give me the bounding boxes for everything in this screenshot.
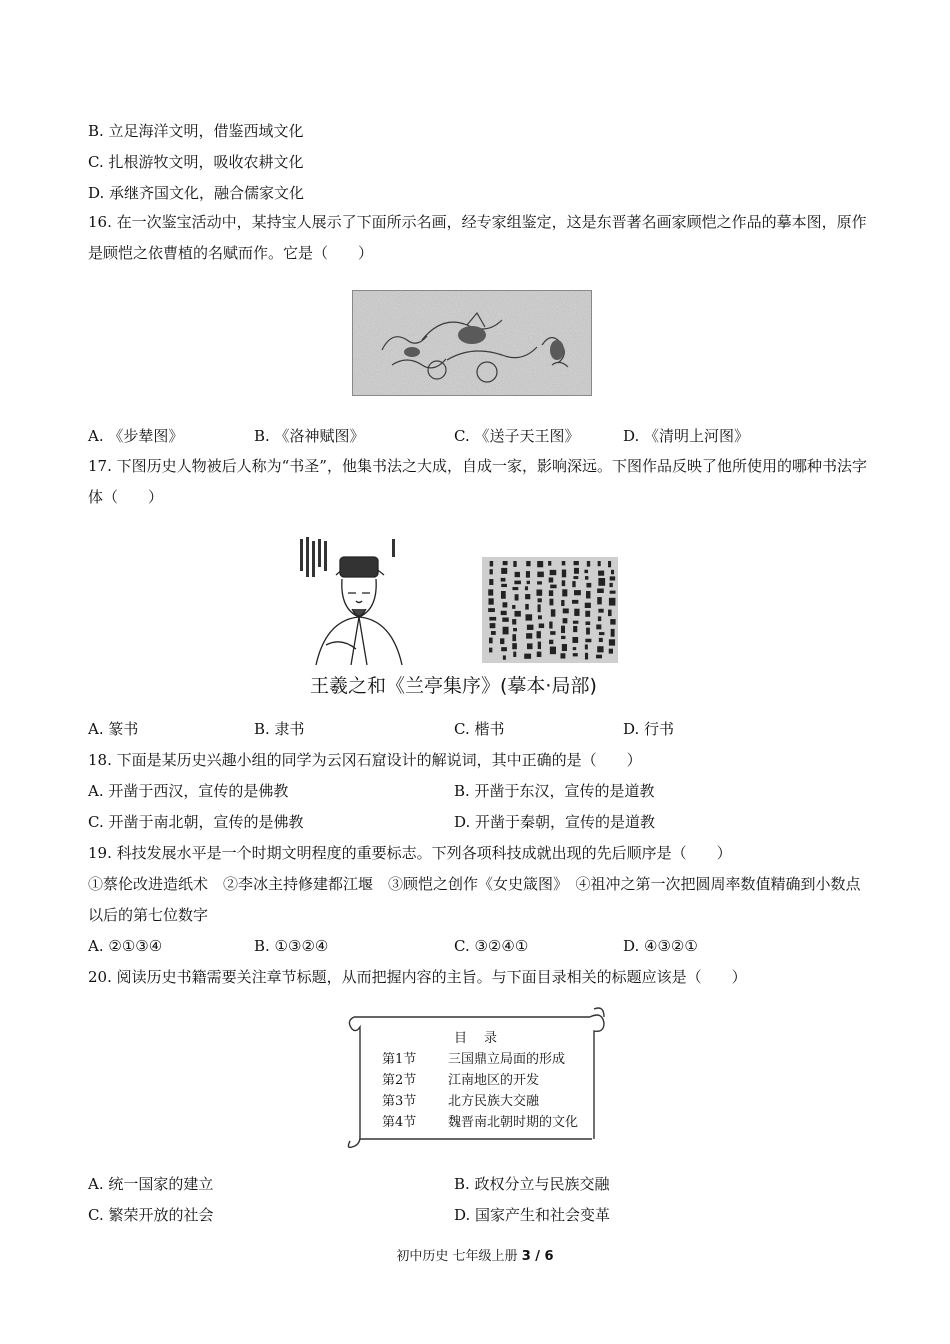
q19-items: ①蔡伦改进造纸术 ②李冰主持修建都江堰 ③顾恺之创作《女史箴图》 ④祖冲之第一次把圆周率数值精确到小数点以后的第七位数字 (88, 875, 861, 924)
q19-option-a: A. ②①③④ (88, 937, 163, 955)
q18-option-b: B. 开凿于东汉，宣传的是道教 (454, 782, 655, 800)
q20-options-row1 (88, 1174, 868, 1194)
q18-options-row1 (88, 781, 868, 801)
q19-options (88, 936, 868, 956)
toc-row-2-text: 江南地区的开发 (448, 1073, 540, 1088)
toc-title: 目 录 (454, 1031, 500, 1046)
q17-options (88, 719, 868, 739)
toc-row-4-num: 第4节 (382, 1115, 417, 1130)
q19-option-c: C. ③②④① (454, 937, 529, 955)
q15-option-b: B. 立足海洋文明，借鉴西域文化 (88, 122, 304, 140)
q17-stem: 17. 下图历史人物被后人称为“书圣”，他集书法之大成，自成一家，影响深远。下图作品反映了他所使用的哪种书法字体（ ） (88, 457, 867, 506)
q16-option-c: C. 《送子天王图》 (454, 427, 580, 445)
q18-option-d: D. 开凿于秦朝，宣传的是道教 (454, 813, 656, 831)
q18-option-a: A. 开凿于西汉，宣传的是佛教 (88, 782, 289, 800)
q19-option-b: B. ①③②④ (254, 937, 329, 955)
q15-option-d: D. 承继齐国文化，融合儒家文化 (88, 184, 305, 202)
q20-option-b: B. 政权分立与民族交融 (454, 1175, 610, 1193)
q18-option-c: C. 开凿于南北朝，宣传的是佛教 (88, 813, 304, 831)
q20-option-c: C. 繁荣开放的社会 (88, 1206, 214, 1224)
q16-option-a: A. 《步辇图》 (88, 427, 184, 445)
q20-options-row2 (88, 1205, 868, 1225)
wang-xizhi-portrait-image (296, 535, 422, 665)
q15-option-c: C. 扎根游牧文明，吸收农耕文化 (88, 153, 304, 171)
q16-options (88, 426, 868, 446)
page-number: 3 / 6 (521, 1249, 554, 1264)
q17-option-d: D. 行书 (623, 720, 675, 738)
q18-stem: 18. 下面是某历史兴趣小组的同学为云冈石窟设计的解说词，其中正确的是（ ） (88, 751, 642, 769)
toc-row-1-num: 第1节 (382, 1052, 417, 1067)
q16-stem: 16. 在一次鉴宝活动中，某持宝人展示了下面所示名画，经专家组鉴定，这是东晋著名画家顾恺之作品的摹本图，原作是顾恺之依曹植的名赋而作。它是（ ） (88, 213, 867, 262)
q17-figure-caption: 王羲之和《兰亭集序》(摹本·局部) (310, 675, 597, 697)
table-of-contents-scroll (344, 1005, 606, 1151)
q17-option-b: B. 隶书 (254, 720, 305, 738)
q17-option-c: C. 楷书 (454, 720, 505, 738)
q19-stem: 19. 科技发展水平是一个时期文明程度的重要标志。下列各项科技成就出现的先后顺序是（ ） (88, 844, 732, 862)
q18-options-row2 (88, 812, 868, 832)
page-footer (0, 1245, 950, 1264)
toc-row-3-text: 北方民族大交融 (448, 1094, 540, 1109)
q20-option-a: A. 统一国家的建立 (88, 1175, 214, 1193)
toc-row-4-text: 魏晋南北朝时期的文化 (448, 1115, 579, 1130)
q16-option-d: D. 《清明上河图》 (623, 427, 750, 445)
q16-option-b: B. 《洛神赋图》 (254, 427, 365, 445)
luoshen-painting-image (352, 290, 592, 396)
q19-option-d: D. ④③②① (623, 937, 698, 955)
toc-row-3-num: 第3节 (382, 1094, 417, 1109)
q20-option-d: D. 国家产生和社会变革 (454, 1206, 611, 1224)
toc-row-2-num: 第2节 (382, 1073, 417, 1088)
toc-row-1-text: 三国鼎立局面的形成 (448, 1052, 566, 1067)
q20-stem: 20. 阅读历史书籍需要关注章节标题，从而把握内容的主旨。与下面目录相关的标题应该是（ ） (88, 968, 747, 986)
lantingji-xu-calligraphy-image (482, 557, 618, 663)
q17-option-a: A. 篆书 (88, 720, 139, 738)
footer-text: 初中历史 七年级上册 (396, 1249, 522, 1264)
